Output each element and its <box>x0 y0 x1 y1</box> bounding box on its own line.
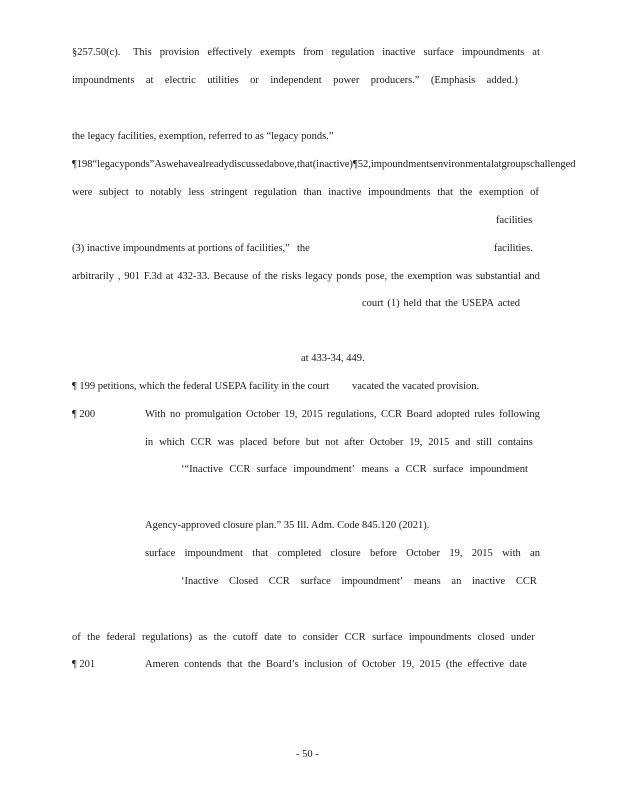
text-line-18: of the federal regulations) as the cutoff date to consider CCR surface impoundments closed under <box>72 632 535 643</box>
text-line-1a: §257.50(c). <box>72 47 121 58</box>
text-line-10: at 433-34, 449. <box>301 353 365 364</box>
paragraph-number-201: ¶ 201 <box>72 659 96 670</box>
text-line-16: surface impoundment that completed closure before October 19, 2015 with an <box>145 548 540 559</box>
text-line-5: were subject to notably less stringent regulation than inactive impoundments that the exemption of <box>72 187 539 198</box>
text-line-3: the legacy facilities, exemption, referred to as “legacy ponds.” <box>72 131 334 142</box>
text-line-12: With no promulgation October 19, 2015 regulations, CCR Board adopted rules following <box>145 409 540 420</box>
text-line-19: Ameren contends that the Board’s inclusion of October 19, 2015 (the effective date <box>145 659 527 670</box>
text-line-4: ¶ 198 “legacy ponds” As we have already discussed above, that (inactive) ¶ 52, impoundments environmental at groups challenged <box>72 159 576 170</box>
text-line-7b: the <box>297 243 310 254</box>
page-number: - 50 - <box>296 749 319 760</box>
text-line-13: in which CCR was placed before but not after October 19, 2015 and still contains <box>145 437 533 448</box>
text-line-1b: This provision effectively exempts from regulation inactive surface impoundments at <box>133 47 540 58</box>
text-line-14: ‘“Inactive CCR surface impoundment’ means a CCR surface impoundment <box>181 464 528 475</box>
paragraph-number-200: ¶ 200 <box>72 409 96 420</box>
text-line-7c: facilities. <box>494 243 533 254</box>
text-line-17: ‘Inactive Closed CCR surface impoundment’ means an inactive CCR <box>181 576 537 587</box>
text-line-9: court (1) held that the USEPA acted <box>362 298 520 309</box>
text-line-8: arbitrarily , 901 F.3d at 432-33. Because of the risks legacy ponds pose, the exemption was substantial and <box>72 271 540 282</box>
text-line-2: impoundments at electric utilities or independent power producers.” (Emphasis added.) <box>72 75 518 86</box>
text-line-11a: ¶ 199 petitions, which the federal USEPA facility in the court <box>72 381 330 392</box>
text-line-11b: vacated the vacated provision. <box>352 381 480 392</box>
text-line-7a: (3) inactive impoundments at portions of facilities,” <box>72 243 290 254</box>
text-line-15: Agency-approved closure plan.” 35 Ill. Adm. Code 845.120 (2021). <box>145 520 430 531</box>
text-line-6: facilities <box>496 215 533 226</box>
